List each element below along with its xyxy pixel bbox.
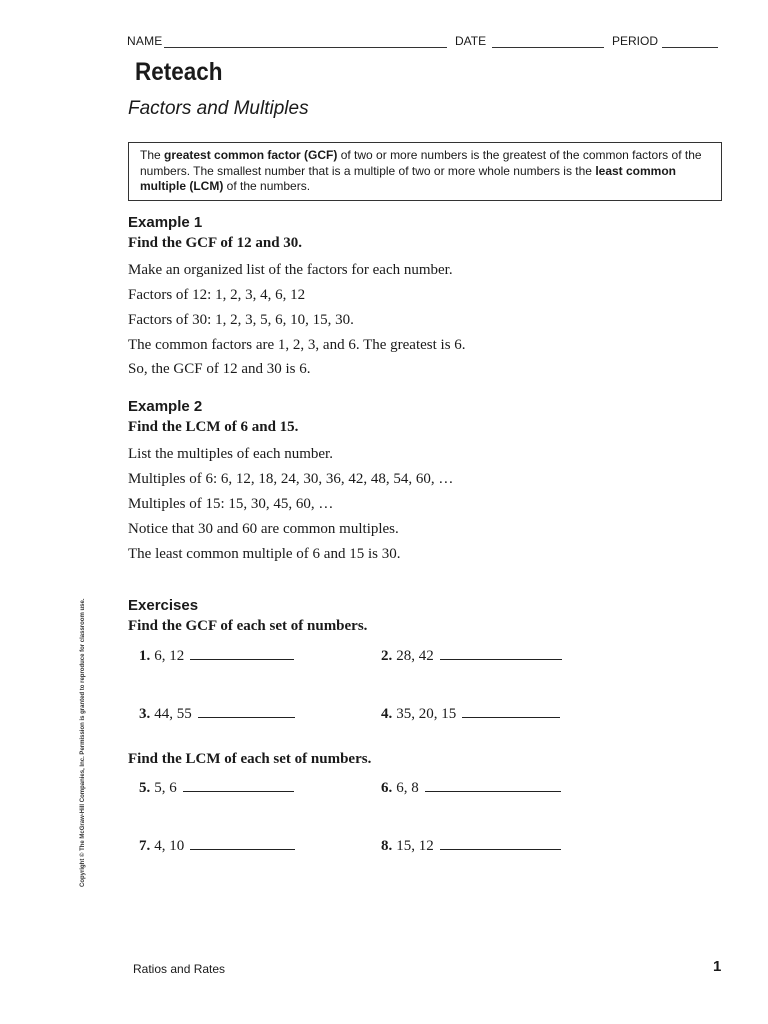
exercise-text: 4, 10 (154, 838, 185, 854)
exercise-item-4 (381, 705, 560, 723)
page-title: Reteach (135, 58, 223, 86)
page-subtitle: Factors and Multiples (128, 98, 309, 119)
answer-blank[interactable] (462, 705, 560, 718)
name-blank (164, 47, 447, 48)
footer-section: Ratios and Rates (133, 962, 226, 976)
exercise-item-6 (381, 779, 561, 797)
definition-box (128, 142, 722, 201)
definition-text-2: of two or more numbers is the greatest of the common factors of the numbers. The smallest number that is a multiple of two or more whole numbers is the (140, 148, 702, 178)
answer-blank[interactable] (183, 779, 294, 792)
exercise-item-3 (139, 705, 295, 723)
exercise-number: 7. (139, 838, 151, 854)
header-name-label: NAME (127, 34, 163, 48)
exercise-item-2 (381, 647, 562, 665)
answer-blank[interactable] (440, 647, 562, 660)
example1-line: Factors of 12: 1, 2, 3, 4, 6, 12 (128, 287, 306, 303)
answer-blank[interactable] (190, 837, 295, 850)
exercise-item-7 (139, 837, 295, 855)
example2-task: Find the LCM of 6 and 15. (128, 419, 299, 435)
answer-blank[interactable] (440, 837, 561, 850)
example1-task: Find the GCF of 12 and 30. (128, 235, 303, 251)
exercise-number: 5. (139, 780, 151, 796)
page-number: 1 (713, 958, 722, 975)
exercise-text: 6, 8 (396, 780, 419, 796)
example1-heading: Example 1 (128, 214, 203, 231)
lcm-instruction: Find the LCM of each set of numbers. (128, 751, 372, 767)
definition-text-3: of the numbers. (223, 179, 311, 193)
example1-line: Make an organized list of the factors for each number. (128, 262, 453, 278)
exercise-item-5 (139, 779, 294, 797)
gcf-instruction: Find the GCF of each set of numbers. (128, 618, 368, 634)
answer-blank[interactable] (190, 647, 294, 660)
answer-blank[interactable] (198, 705, 295, 718)
copyright-notice: Copyright © The McGraw-Hill Companies, Inc. Permission is granted to reproduce for classroom use. (80, 598, 86, 887)
exercise-item-1 (139, 647, 294, 665)
example2-line: Multiples of 15: 15, 30, 45, 60, … (128, 496, 334, 512)
example1-line: The common factors are 1, 2, 3, and 6. The greatest is 6. (128, 337, 466, 353)
example2-line: Multiples of 6: 6, 12, 18, 24, 30, 36, 42, 48, 54, 60, … (128, 471, 454, 487)
header-date-label: DATE (455, 34, 487, 48)
gcf-term: greatest common factor (GCF) (164, 148, 338, 162)
exercise-number: 8. (381, 838, 393, 854)
exercise-number: 2. (381, 648, 393, 664)
period-blank (662, 47, 718, 48)
exercise-number: 3. (139, 706, 151, 722)
exercise-text: 6, 12 (154, 648, 185, 664)
exercise-text: 5, 6 (154, 780, 177, 796)
exercises-heading: Exercises (128, 597, 199, 614)
exercise-item-8 (381, 837, 561, 855)
example1-line: Factors of 30: 1, 2, 3, 5, 6, 10, 15, 30. (128, 312, 354, 328)
definition-text-1: The (140, 148, 165, 162)
example1-line: So, the GCF of 12 and 30 is 6. (128, 361, 311, 377)
lcm-term: least common multiple (LCM) (140, 163, 677, 193)
header-period-label: PERIOD (612, 34, 659, 48)
exercise-text: 44, 55 (154, 706, 192, 722)
example2-line: The least common multiple of 6 and 15 is 30. (128, 546, 401, 562)
exercise-number: 4. (381, 706, 393, 722)
date-blank (492, 47, 604, 48)
example2-heading: Example 2 (128, 398, 203, 415)
exercise-number: 6. (381, 780, 393, 796)
answer-blank[interactable] (425, 779, 561, 792)
example2-line: List the multiples of each number. (128, 446, 333, 462)
exercise-text: 28, 42 (396, 648, 434, 664)
exercise-text: 35, 20, 15 (396, 706, 457, 722)
exercise-number: 1. (139, 648, 151, 664)
exercise-text: 15, 12 (396, 838, 434, 854)
example2-line: Notice that 30 and 60 are common multiples. (128, 521, 399, 537)
